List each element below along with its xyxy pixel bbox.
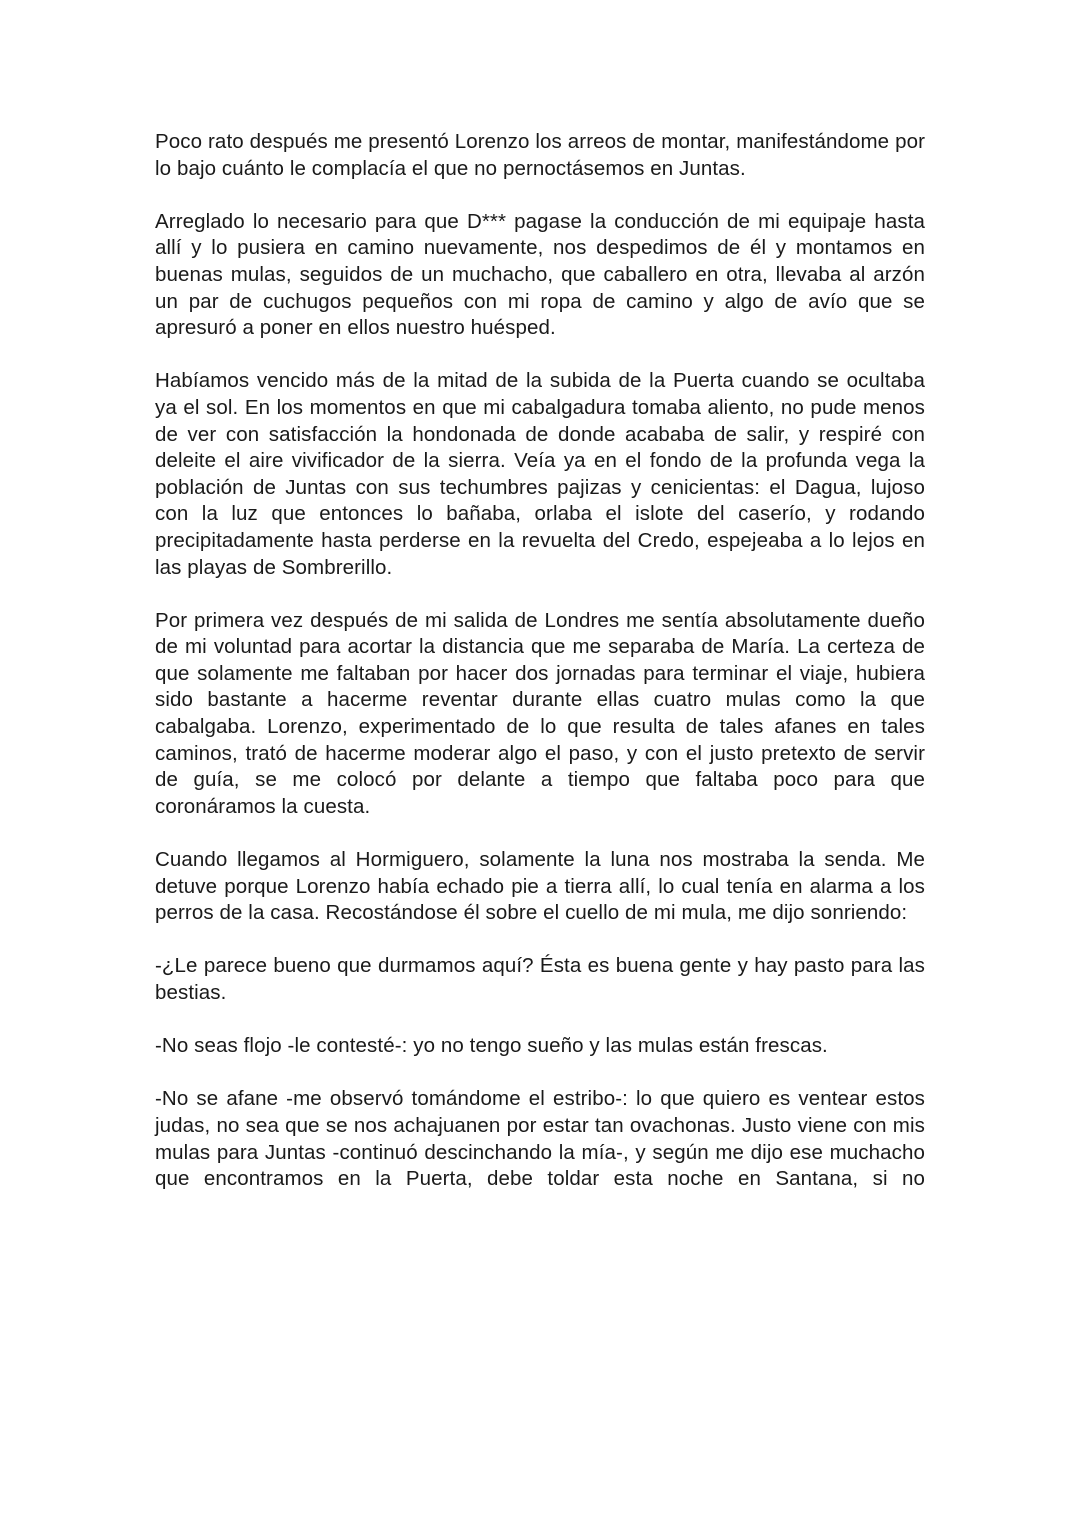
paragraph-1: Poco rato después me presentó Lorenzo los arreos de montar, manifestándome por lo bajo cuánto le complacía el que no pernoctásemos en Juntas. (155, 130, 925, 180)
paragraph-5: Cuando llegamos al Hormiguero, solamente la luna nos mostraba la senda. Me detuve porque Lorenzo había echado pie a tierra allí, lo cual tenía en alarma a los perros de la casa. Recostándose él sobre el cuello de mi mula, me dijo sonriendo: (155, 848, 925, 925)
dialogue-1: -¿Le parece bueno que durmamos aquí? Ésta es buena gente y hay pasto para las bestias. (155, 954, 925, 1004)
dialogue-2: -No seas flojo -le contesté-: yo no tengo sueño y las mulas están frescas. (155, 1034, 828, 1058)
paragraph-3: Habíamos vencido más de la mitad de la subida de la Puerta cuando se ocultaba ya el sol. En los momentos en que mi cabalgadura tomaba aliento, no pude menos de ver con satisfacción la hondonada de donde acababa de salir, y respiré con deleite el aire vivificador de la sierra. Veía ya en el fondo de la profunda vega la población de Juntas con sus techumbres pajizas y cenicientas: el Dagua, lujoso con la luz que entonces lo bañaba, orlaba el islote del caserío, y rodando precipitadamente hasta perderse en la revuelta del Credo, espejeaba a lo lejos en las playas de Sombrerillo. (155, 369, 925, 579)
document-page (155, 129, 925, 1193)
paragraph-4: Por primera vez después de mi salida de Londres me sentía absolutamente dueño de mi voluntad para acortar la distancia que me separaba de María. La certeza de que solamente me faltaban por hacer dos jornadas para terminar el viaje, hubiera sido bastante a hacerme reventar durante ellas cuatro mulas como la que cabalgaba. Lorenzo, experimentado de lo que resulta de tales afanes en tales caminos, trató de hacerme moderar algo el paso, y con el justo pretexto de servir de guía, se me colocó por delante a tiempo que faltaba poco para que coronáramos la cuesta. (155, 608, 925, 818)
paragraph-2: Arreglado lo necesario para que D*** pagase la conducción de mi equipaje hasta allí y lo pusiera en camino nuevamente, nos despedimos de él y montamos en buenas mulas, seguidos de un muchacho, que caballero en otra, llevaba al arzón un par de cuchugos pequeños con mi ropa de camino y algo de avío que se apresuró a poner en ellos nuestro huésped. (155, 209, 925, 340)
dialogue-3: -No se afane -me observó tomándome el estribo-: lo que quiero es ventear estos judas, no sea que se nos achajuanen por estar tan ovachonas. Justo viene con mis mulas para Juntas -continuó descinchando la mía-, y según me dijo ese muchacho que encontramos en la Puerta, debe toldar esta noche en Santana, si no (155, 1087, 925, 1191)
